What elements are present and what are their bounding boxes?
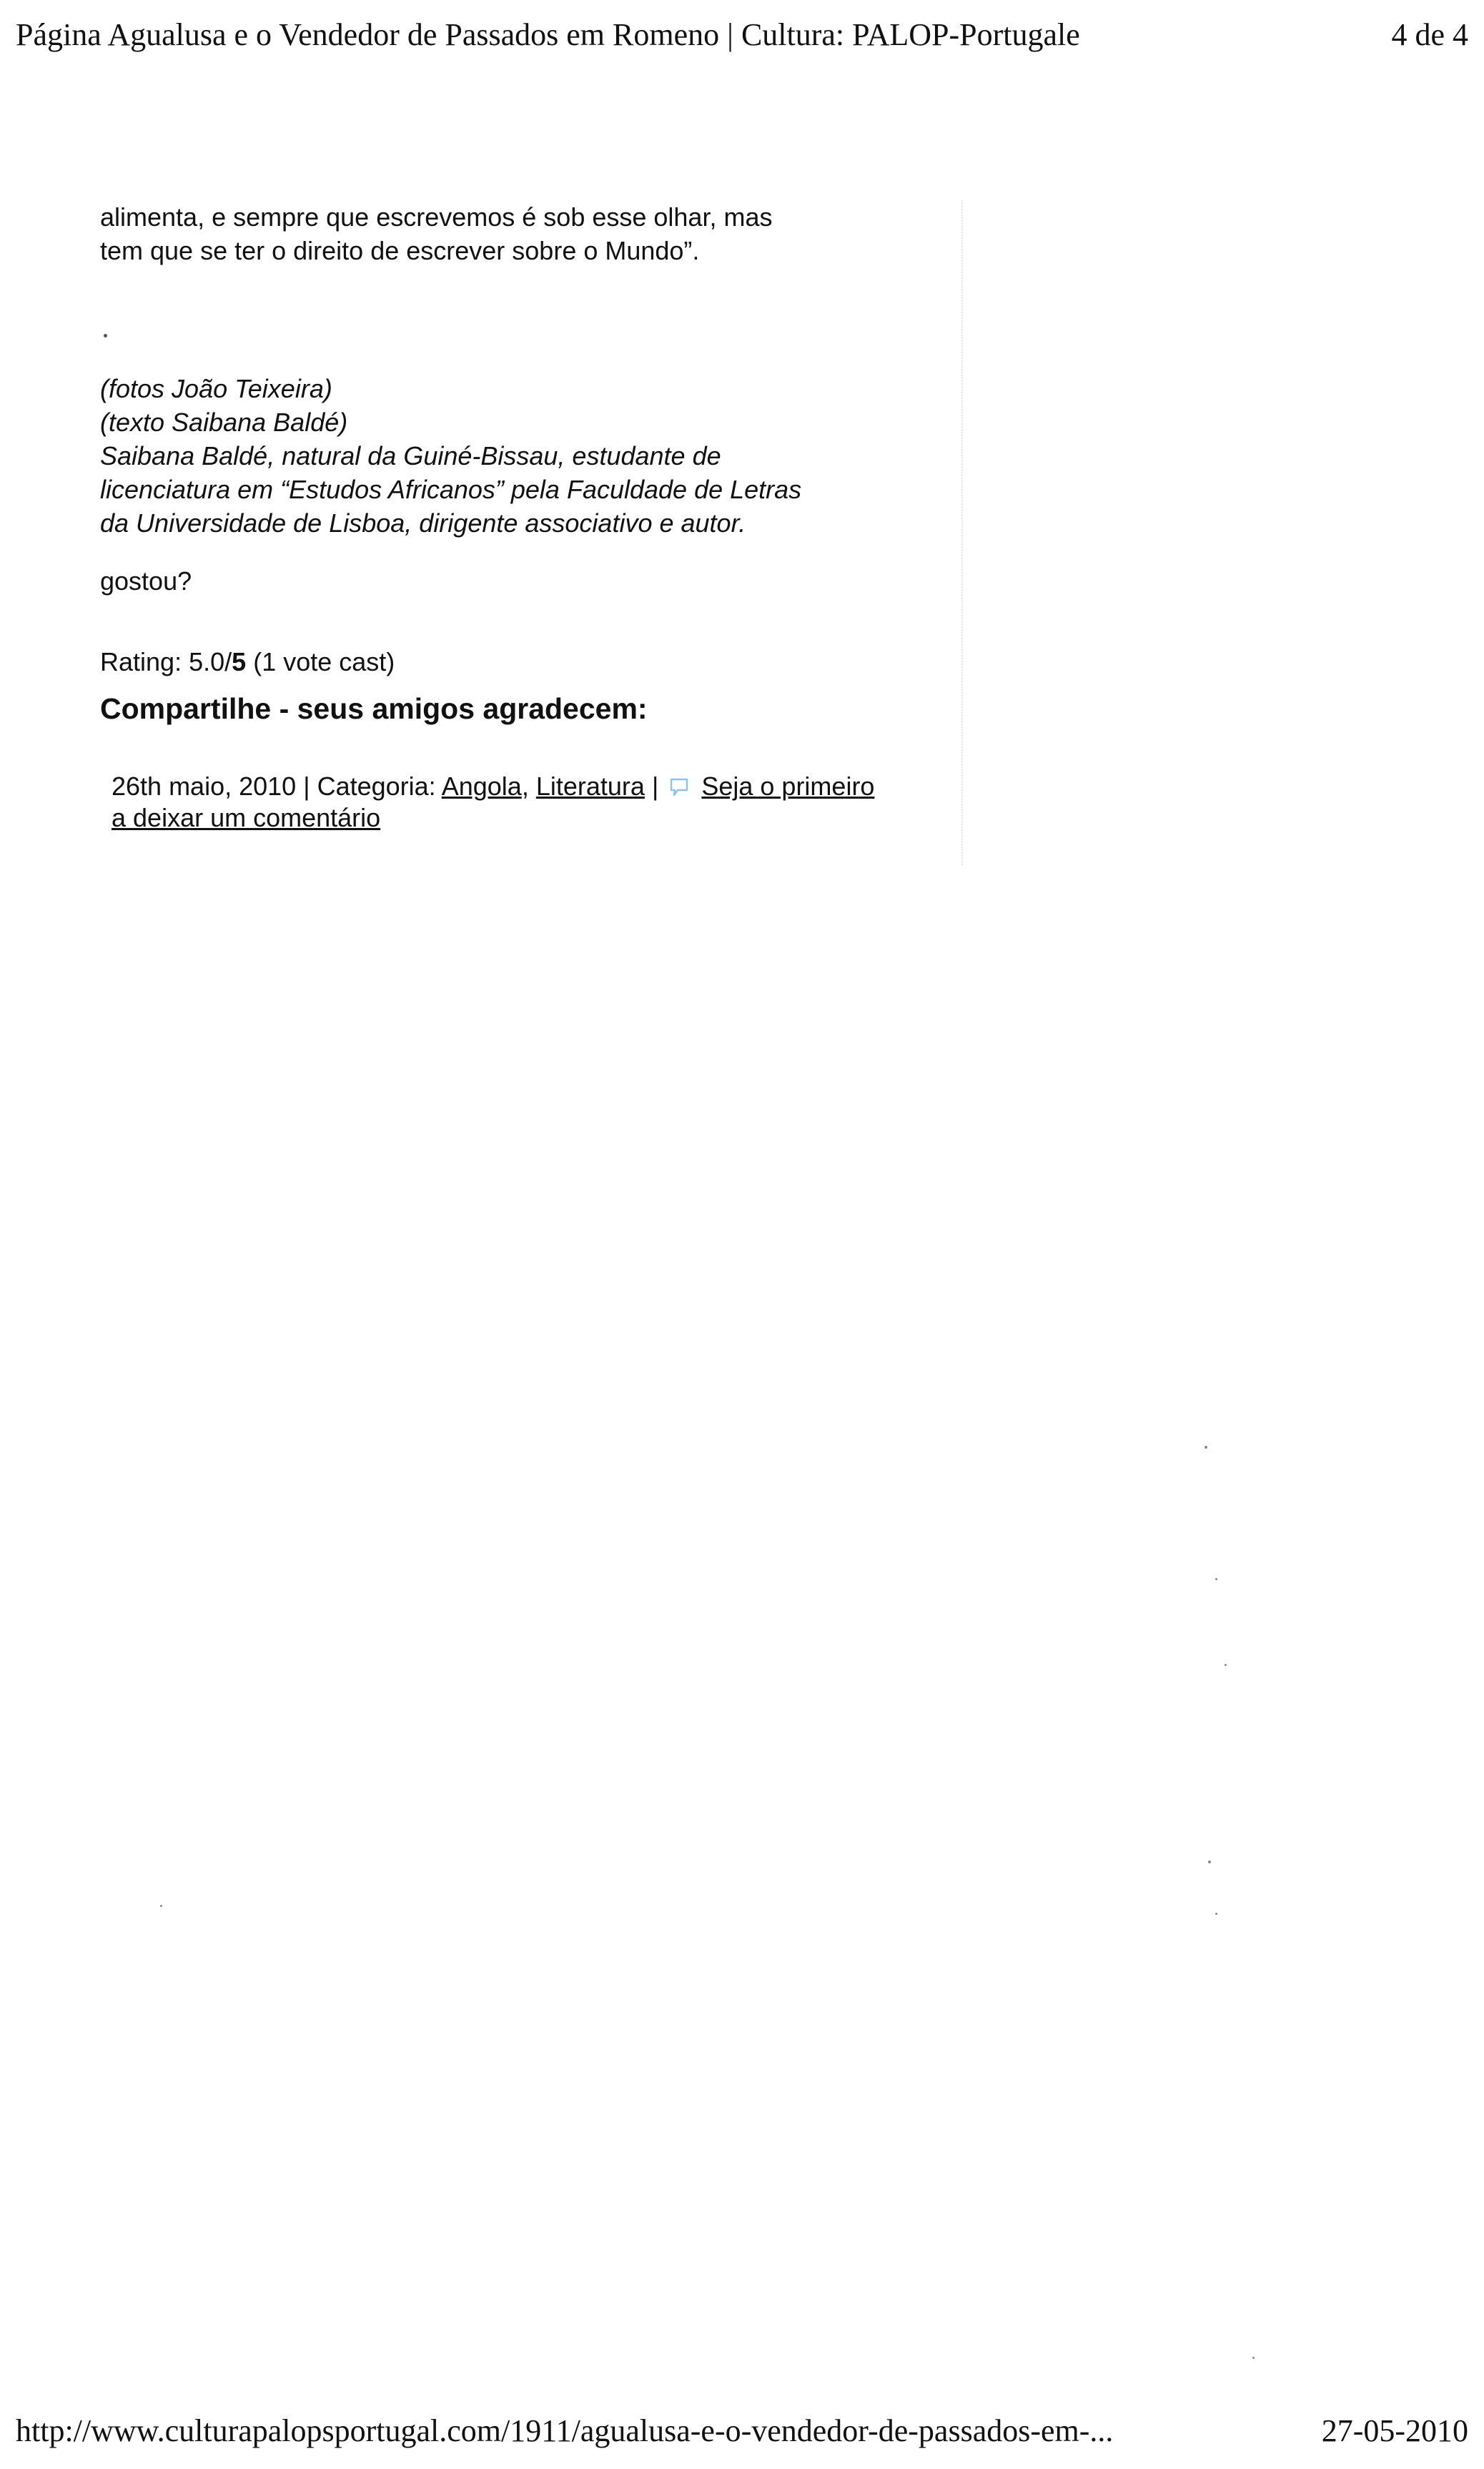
post-meta-line-1	[112, 771, 874, 802]
post-meta	[112, 771, 874, 834]
category-link-literatura[interactable]: Literatura	[535, 772, 645, 801]
scan-speck	[160, 1905, 162, 1907]
scan-speck	[1208, 1861, 1211, 1863]
rating-max: 5	[232, 647, 247, 676]
scan-speck	[1215, 1913, 1217, 1915]
share-heading: Compartilhe - seus amigos agradecem:	[100, 692, 648, 725]
scan-speck	[1215, 1578, 1217, 1580]
post-date: 26th maio, 2010	[112, 772, 297, 801]
category-link-angola[interactable]: Angola	[441, 772, 522, 801]
print-page-url: http://www.culturapalopsportugal.com/1911/agualusa-e-o-vendedor-de-passados-em-...	[16, 2413, 1114, 2448]
article-body	[100, 200, 958, 865]
category-label: Categoria:	[317, 772, 436, 801]
author-bio-line: Saibana Baldé, natural da Guiné-Bissau, estudante de	[100, 441, 721, 470]
article-paragraph-line: alimenta, e sempre que escrevemos é sob esse olhar, mas	[100, 202, 773, 232]
print-date: 27-05-2010	[1321, 2413, 1468, 2448]
rating-score: 5.0	[189, 647, 225, 676]
column-divider	[961, 200, 963, 865]
author-bio-line: licenciatura em “Estudos Africanos” pela Faculdade de Letras	[100, 475, 802, 504]
stray-dot	[104, 334, 107, 337]
scan-speck	[1252, 2357, 1255, 2359]
rating-separator: /	[224, 647, 232, 676]
print-page-count: 4 de 4	[1391, 17, 1468, 52]
scan-speck	[1204, 1446, 1207, 1449]
print-page-title: Página Agualusa e o Vendedor de Passados em Romeno | Cultura: PALOP-Portugale	[16, 17, 1080, 52]
post-meta-line-2	[112, 802, 874, 834]
first-comment-link[interactable]: Seja o primeiro	[701, 772, 875, 801]
meta-separator: |	[303, 772, 310, 801]
rating-label: Rating:	[100, 647, 182, 676]
author-bio-line: da Universidade de Lisboa, dirigente associativo e autor.	[100, 508, 746, 538]
rating-line	[100, 645, 395, 679]
liked-prompt: gostou?	[100, 566, 192, 596]
rating-votes: (1 vote cast)	[253, 647, 395, 676]
print-header	[16, 10, 1468, 60]
speech-bubble-icon	[668, 774, 690, 795]
article-paragraph-line: tem que se ter o direito de escrever sobre o Mundo”.	[100, 236, 700, 265]
first-comment-link-continued[interactable]: a deixar um comentário	[112, 803, 381, 832]
print-footer	[16, 2406, 1468, 2456]
meta-separator: |	[651, 772, 659, 801]
category-separator: ,	[521, 772, 529, 801]
text-credit: (texto Saibana Baldé)	[100, 408, 348, 437]
scan-speck	[1225, 1664, 1227, 1666]
photo-credit: (fotos João Teixeira)	[100, 374, 332, 403]
